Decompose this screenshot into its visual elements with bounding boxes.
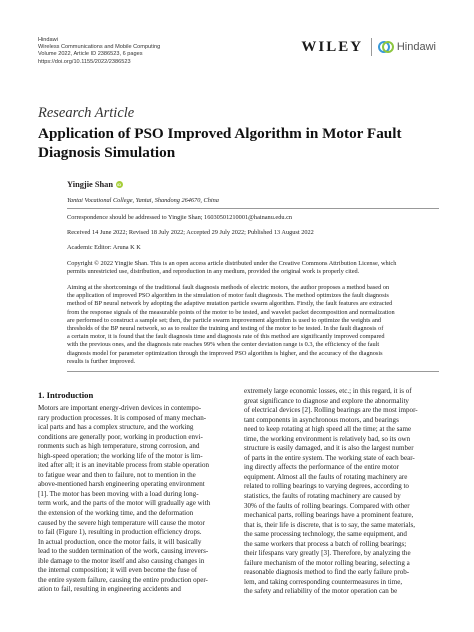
body-line: great significance to diagnose and explore the abnormality [244, 396, 409, 405]
body-line: ible damage to the motor itself and also causing changes in [38, 556, 205, 565]
body-line: the same workers that process a batch of rolling bearings; [244, 539, 407, 548]
author-line [67, 180, 123, 189]
abstract-line: with the previous ones, and the diagnosis rate reaches 99% when the center deviation range is 0.3, the efficiency of the fault [67, 341, 380, 349]
title-line: Application of PSO Improved Algorithm in Motor Fault [38, 125, 402, 142]
abstract-line: Aiming at the shortcomings of the traditional fault diagnosis methods of electric motors, the author proposes a method based on [67, 284, 390, 291]
abstract-line: a certain motor, it is found that the fault diagnosis time and diagnosis rate of this method are significantly improved compared [67, 333, 385, 341]
logo-divider [371, 38, 372, 56]
body-line: the extension of the working time, and the deformation [38, 509, 194, 518]
body-line: reasonable diagnosis method to find the early failure prob- [244, 568, 410, 577]
article-title [38, 124, 438, 162]
hindawi-icon [378, 39, 394, 55]
abstract-line: diagnosis model for parameter optimization through the improved PSO algorithm is higher, and the accuracy of the diagnosis [67, 349, 383, 357]
affiliation: Yantai Vocational College, Yantai, Shandong 264670, China [67, 197, 219, 204]
body-line: lem, and taking corresponding countermeasures in time, [244, 577, 403, 586]
article-type: Research Article [38, 105, 135, 121]
body-line: their lifespans vary greatly [3]. Therefore, by analyzing the [244, 549, 411, 558]
body-line: to fail (Figure 1), resulting in production efficiency drops. [38, 528, 202, 537]
body-line: conditions are generally poor, working in production envi- [38, 432, 203, 441]
author-name[interactable]: Yingjie Shan [67, 180, 113, 189]
body-line: above-mentioned harsh engineering operating environment [38, 480, 205, 489]
abstract [67, 284, 439, 366]
body-line: caused by the severe high temperature will cause the motor [38, 518, 205, 527]
copyright-line: permits unrestricted use, distribution, and reproduction in any medium, provided the original work is properly cited. [67, 268, 360, 276]
journal-volume: Volume 2022, Article ID 2386523, 6 pages [38, 51, 143, 58]
copyright-line: Copyright © 2022 Yingjie Shan. This is an open access article distributed under the Creative Commons Attribution License, which [67, 260, 397, 267]
article-dates: Received 14 June 2022; Revised 18 July 2022; Accepted 29 July 2022; Published 13 August 2022 [67, 229, 314, 236]
body-line: that is, their life is discrete, that is to say, the same materials, [244, 520, 415, 529]
abstract-line: the application of improved PSO algorithm in the simulation of motor fault diagnosis. The method optimizes the fault diagnosis [67, 292, 389, 300]
body-line: rary production processes. It is composed of many mechan- [38, 413, 207, 422]
abstract-line: are performed to construct a sample set; then, the particle swarm improvement algorithm is used to optimize the weights and [67, 316, 382, 324]
divider [67, 208, 439, 209]
abstract-line: thresholds of the BP neural network, so as to realize the training and testing of the motor to be tested. In the fault diagnosis of [67, 325, 384, 333]
body-line: tant components in asynchronous motors, and bearings [244, 415, 399, 424]
journal-info [38, 37, 160, 66]
body-line: related to rolling bearings to varying degrees, according to [244, 482, 409, 491]
divider [67, 371, 439, 372]
academic-editor: Academic Editor: Aruna K K [67, 244, 141, 251]
body-line: [1]. The motor has been moving with a load during long- [38, 489, 199, 498]
body-line: high-speed operation; the working life of the motor is lim- [38, 451, 203, 460]
body-line: ation to fail, resulting in engineering accidents and [38, 585, 181, 594]
body-line: failure mechanism of the motor rolling bearing, selecting a [244, 558, 410, 567]
title-line: Diagnosis Simulation [38, 144, 176, 161]
abstract-line: method of BP neural network by adopting the adaptive mutation particle swarm algorithm. Firstly, the fault features are extracted [67, 300, 393, 308]
body-line: In actual production, once the motor fails, it will basically [38, 537, 202, 546]
copyright-notice [67, 260, 439, 276]
body-line: lead to the sudden termination of the work, causing irrevers- [38, 547, 209, 556]
body-line: the internal composition; it will even become the fuse of [38, 566, 198, 575]
publisher-logos [301, 38, 436, 56]
body-line: 30% of the faults of rolling bearings. Compared with other [244, 501, 410, 510]
body-line: ing directly affects the performance of the entire motor [244, 463, 399, 472]
section-heading: 1. Introduction [38, 390, 94, 400]
body-line: equipment. Almost all the faults of rotating machinery are [244, 472, 408, 481]
wiley-logo: WILEY [301, 38, 364, 55]
hindawi-wordmark: Hindawi [396, 41, 436, 53]
body-line: extremely large economic losses, etc.; in this regard, it is of [244, 387, 412, 395]
body-line: ited after all; it is an inevitable process from stable operation [38, 461, 210, 470]
body-line: of parts in the entire system. The working state of each bear- [244, 453, 415, 462]
hindawi-logo [378, 39, 436, 55]
body-line: time, the working environment is relatively bad, so its own [244, 434, 411, 443]
body-line: structure is easily damaged, and it is also the largest number [244, 444, 414, 453]
body-line: statistics, the faults of rotating machinery are caused by [244, 492, 401, 501]
body-line: ronments such as high temperature, strong corrosion, and [38, 442, 200, 451]
orcid-icon[interactable] [116, 181, 123, 188]
doi-link[interactable]: https://doi.org/10.1155/2022/2386523 [38, 58, 131, 65]
publisher-name: Hindawi [38, 37, 58, 43]
body-line: mechanical parts, rolling bearings have a prominent feature, [244, 511, 414, 520]
body-line: the entire system failure, causing the entire production oper- [38, 575, 208, 584]
body-line: the safety and reliability of the motor operation can be [244, 587, 398, 596]
body-line: the same processing technology, the same equipment, and [244, 530, 407, 539]
correspondence: Correspondence should be addressed to Yingjie Shan; 16030501210001@hainanu.edu.cn [67, 214, 293, 221]
journal-name: Wireless Communications and Mobile Computing [38, 44, 161, 51]
body-column-right [244, 387, 438, 597]
body-line: of electrical devices [2]. Rolling bearings are the most impor- [244, 406, 418, 415]
abstract-line: results is further improved. [67, 357, 136, 365]
body-line: Motors are important energy-driven devices in contempo- [38, 404, 202, 412]
abstract-line: from the response signals of the measurable points of the motor to be tested, and wavelet packet decomposition and normalization [67, 308, 395, 316]
body-column-left [38, 404, 232, 595]
body-line: need to keep rotating at high speed all the time; at the same [244, 425, 412, 434]
body-line: to fatigue wear and then to failure, not to mention in the [38, 470, 196, 479]
body-line: ical parts and has a complex structure, and the working [38, 423, 194, 432]
body-line: term work, and the parts of the motor will gradually age with [38, 499, 211, 508]
